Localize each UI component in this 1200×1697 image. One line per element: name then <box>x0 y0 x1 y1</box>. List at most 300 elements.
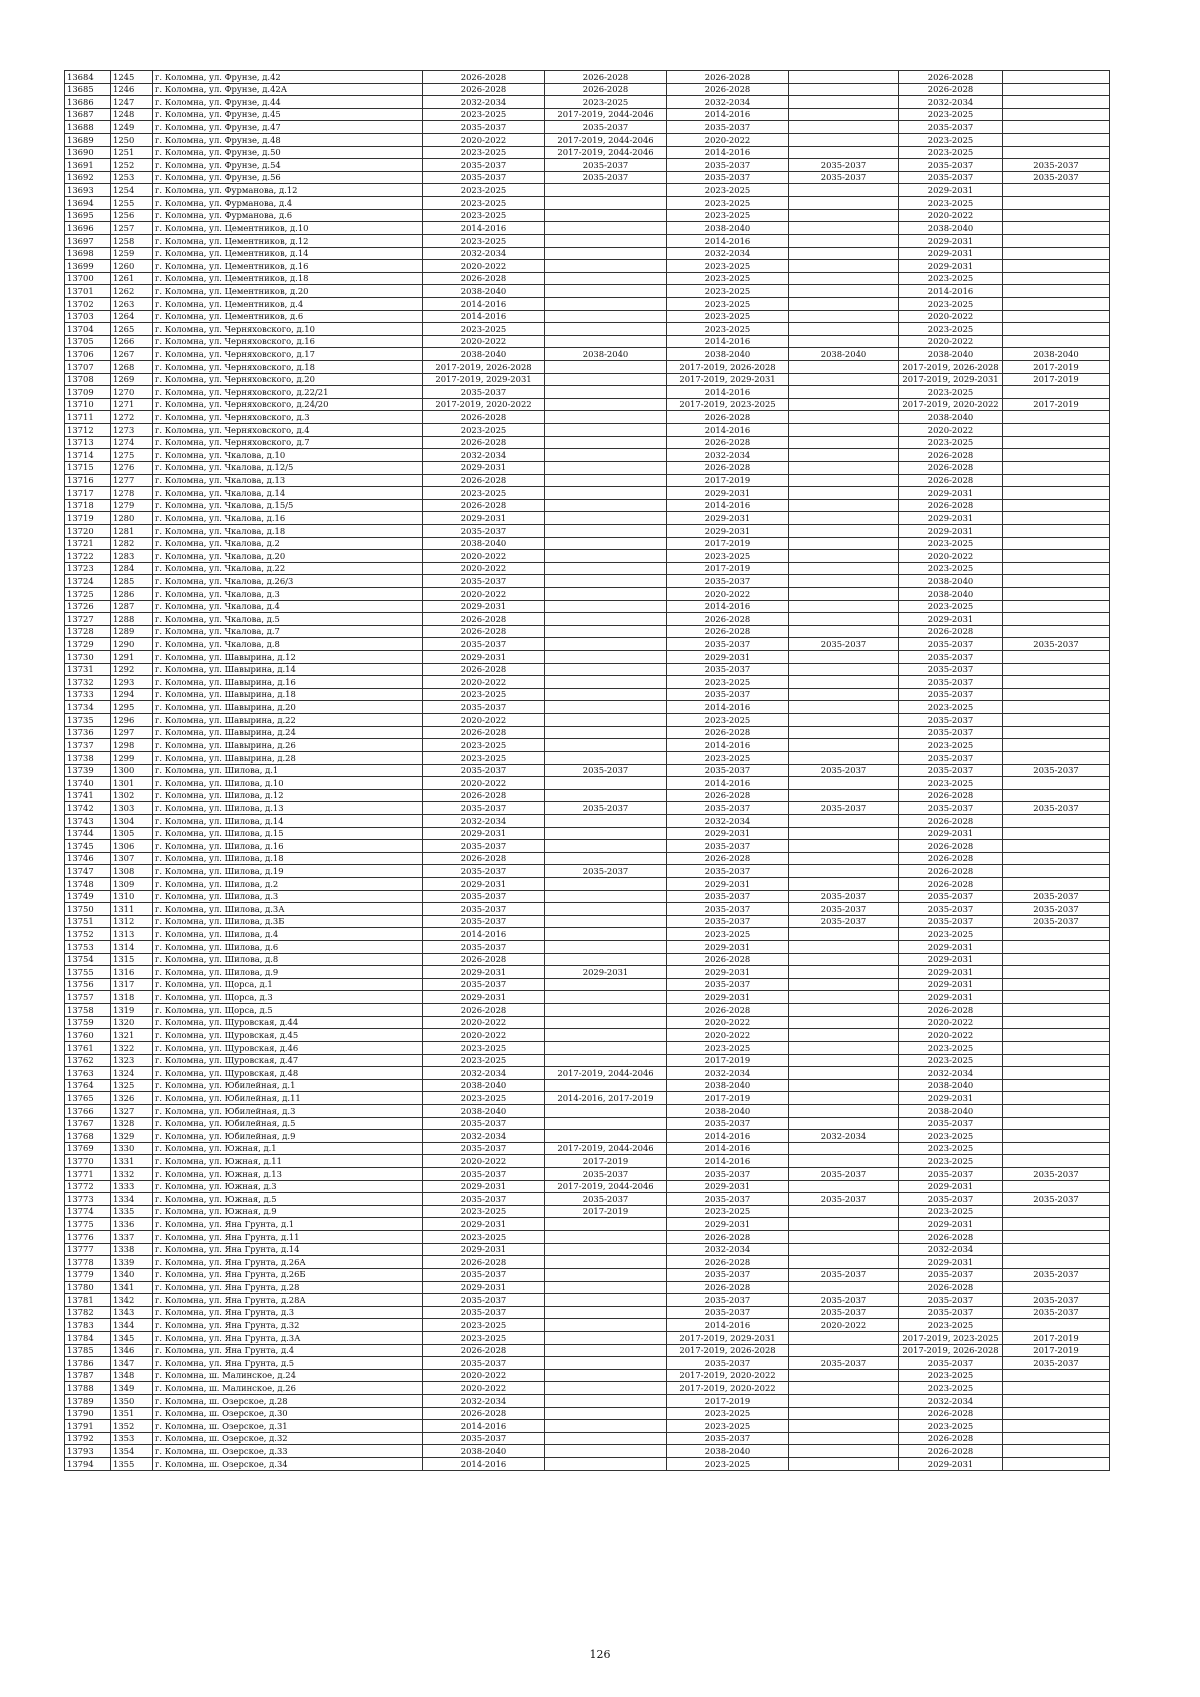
period-cell-3: 2014-2016 <box>667 600 789 613</box>
address-cell: г. Коломна, ул. Южная, д.5 <box>153 1193 423 1206</box>
period-cell-5: 2035-2037 <box>899 638 1003 651</box>
row-number-cell: 1319 <box>111 1004 153 1017</box>
period-cell-2 <box>545 424 667 437</box>
period-cell-3: 2029-2031 <box>667 1180 789 1193</box>
period-cell-1: 2035-2037 <box>423 840 545 853</box>
period-cell-3: 2038-2040 <box>667 222 789 235</box>
row-id-cell: 13731 <box>65 663 111 676</box>
period-cell-6 <box>1003 297 1110 310</box>
row-id-cell: 13684 <box>65 71 111 84</box>
period-cell-6 <box>1003 537 1110 550</box>
period-cell-2 <box>545 751 667 764</box>
period-cell-3: 2014-2016 <box>667 739 789 752</box>
table-row <box>65 424 1110 437</box>
period-cell-1: 2035-2037 <box>423 171 545 184</box>
table-row <box>65 1155 1110 1168</box>
period-cell-2 <box>545 1029 667 1042</box>
period-cell-3: 2023-2025 <box>667 297 789 310</box>
row-id-cell: 13703 <box>65 310 111 323</box>
period-cell-2 <box>545 1004 667 1017</box>
row-id-cell: 13760 <box>65 1029 111 1042</box>
period-cell-5: 2026-2028 <box>899 840 1003 853</box>
period-cell-3: 2017-2019, 2029-2031 <box>667 373 789 386</box>
period-cell-6 <box>1003 461 1110 474</box>
period-cell-3: 2014-2016 <box>667 1130 789 1143</box>
period-cell-5: 2017-2019, 2026-2028 <box>899 1344 1003 1357</box>
table-row <box>65 1319 1110 1332</box>
period-cell-4 <box>789 1016 899 1029</box>
period-cell-4 <box>789 449 899 462</box>
row-id-cell: 13715 <box>65 461 111 474</box>
period-cell-4: 2035-2037 <box>789 1357 899 1370</box>
period-cell-2 <box>545 676 667 689</box>
period-cell-1: 2023-2025 <box>423 146 545 159</box>
period-cell-4 <box>789 978 899 991</box>
period-cell-5: 2035-2037 <box>899 663 1003 676</box>
period-cell-1: 2017-2019, 2020-2022 <box>423 398 545 411</box>
period-cell-4 <box>789 1420 899 1433</box>
period-cell-1: 2035-2037 <box>423 1432 545 1445</box>
period-cell-5: 2026-2028 <box>899 1407 1003 1420</box>
period-cell-1: 2029-2031 <box>423 1281 545 1294</box>
address-cell: г. Коломна, ш. Озерское, д.31 <box>153 1420 423 1433</box>
row-id-cell: 13784 <box>65 1331 111 1344</box>
period-cell-4 <box>789 1205 899 1218</box>
address-cell: г. Коломна, ул. Шавырина, д.28 <box>153 751 423 764</box>
period-cell-3: 2026-2028 <box>667 1281 789 1294</box>
period-cell-2 <box>545 878 667 891</box>
row-id-cell: 13713 <box>65 436 111 449</box>
period-cell-5: 2026-2028 <box>899 1281 1003 1294</box>
period-cell-5: 2026-2028 <box>899 789 1003 802</box>
address-cell: г. Коломна, ул. Чкалова, д.22 <box>153 562 423 575</box>
row-id-cell: 13774 <box>65 1205 111 1218</box>
table-row <box>65 134 1110 147</box>
row-id-cell: 13700 <box>65 272 111 285</box>
period-cell-1: 2026-2028 <box>423 625 545 638</box>
period-cell-3: 2038-2040 <box>667 1445 789 1458</box>
row-number-cell: 1295 <box>111 701 153 714</box>
period-cell-4 <box>789 373 899 386</box>
period-cell-6 <box>1003 1180 1110 1193</box>
table-row <box>65 550 1110 563</box>
row-id-cell: 13768 <box>65 1130 111 1143</box>
period-cell-2 <box>545 625 667 638</box>
row-number-cell: 1294 <box>111 688 153 701</box>
row-number-cell: 1314 <box>111 941 153 954</box>
address-cell: г. Коломна, ул. Яна Грунта, д.1 <box>153 1218 423 1231</box>
row-id-cell: 13780 <box>65 1281 111 1294</box>
period-cell-2 <box>545 840 667 853</box>
period-cell-4 <box>789 361 899 374</box>
table-row <box>65 688 1110 701</box>
period-cell-4 <box>789 461 899 474</box>
table-row <box>65 1382 1110 1395</box>
period-cell-5: 2023-2025 <box>899 1130 1003 1143</box>
address-cell: г. Коломна, ул. Щуровская, д.47 <box>153 1054 423 1067</box>
period-cell-1: 2014-2016 <box>423 222 545 235</box>
period-cell-6 <box>1003 562 1110 575</box>
period-cell-5: 2029-2031 <box>899 1218 1003 1231</box>
period-cell-6 <box>1003 1231 1110 1244</box>
table-row <box>65 323 1110 336</box>
row-id-cell: 13729 <box>65 638 111 651</box>
period-cell-2 <box>545 537 667 550</box>
period-cell-2 <box>545 562 667 575</box>
row-number-cell: 1355 <box>111 1458 153 1471</box>
period-cell-6: 2017-2019 <box>1003 398 1110 411</box>
period-cell-4: 2035-2037 <box>789 1268 899 1281</box>
period-cell-3: 2032-2034 <box>667 96 789 109</box>
period-cell-4: 2035-2037 <box>789 890 899 903</box>
row-number-cell: 1254 <box>111 184 153 197</box>
period-cell-3: 2026-2028 <box>667 789 789 802</box>
table-row <box>65 108 1110 121</box>
table-row <box>65 373 1110 386</box>
row-id-cell: 13722 <box>65 550 111 563</box>
row-number-cell: 1286 <box>111 587 153 600</box>
table-row <box>65 1344 1110 1357</box>
period-cell-1: 2035-2037 <box>423 1142 545 1155</box>
period-cell-6 <box>1003 865 1110 878</box>
period-cell-6 <box>1003 96 1110 109</box>
period-cell-2 <box>545 890 667 903</box>
period-cell-1: 2023-2025 <box>423 108 545 121</box>
period-cell-6 <box>1003 751 1110 764</box>
period-cell-5: 2026-2028 <box>899 1432 1003 1445</box>
period-cell-3: 2029-2031 <box>667 966 789 979</box>
table-row <box>65 247 1110 260</box>
row-number-cell: 1318 <box>111 991 153 1004</box>
period-cell-3: 2035-2037 <box>667 575 789 588</box>
period-cell-2 <box>545 714 667 727</box>
period-cell-3: 2026-2028 <box>667 1004 789 1017</box>
period-cell-1: 2023-2025 <box>423 1205 545 1218</box>
row-number-cell: 1258 <box>111 234 153 247</box>
period-cell-4 <box>789 1004 899 1017</box>
period-cell-2 <box>545 915 667 928</box>
period-cell-5: 2035-2037 <box>899 903 1003 916</box>
period-cell-4 <box>789 1041 899 1054</box>
period-cell-3: 2017-2019 <box>667 1054 789 1067</box>
period-cell-6 <box>1003 386 1110 399</box>
row-number-cell: 1313 <box>111 928 153 941</box>
period-cell-2 <box>545 739 667 752</box>
row-id-cell: 13759 <box>65 1016 111 1029</box>
row-id-cell: 13706 <box>65 348 111 361</box>
table-row <box>65 587 1110 600</box>
period-cell-6: 2035-2037 <box>1003 1357 1110 1370</box>
period-cell-2 <box>545 335 667 348</box>
period-cell-5: 2035-2037 <box>899 171 1003 184</box>
row-number-cell: 1260 <box>111 260 153 273</box>
period-cell-5: 2035-2037 <box>899 915 1003 928</box>
period-cell-5: 2026-2028 <box>899 1004 1003 1017</box>
address-cell: г. Коломна, ул. Цементников, д.12 <box>153 234 423 247</box>
address-cell: г. Коломна, ул. Цементников, д.4 <box>153 297 423 310</box>
row-id-cell: 13772 <box>65 1180 111 1193</box>
row-id-cell: 13751 <box>65 915 111 928</box>
period-cell-3: 2017-2019, 2026-2028 <box>667 361 789 374</box>
table-row <box>65 1092 1110 1105</box>
table-row <box>65 1130 1110 1143</box>
period-cell-6 <box>1003 676 1110 689</box>
address-cell: г. Коломна, ул. Шавырина, д.20 <box>153 701 423 714</box>
period-cell-3: 2014-2016 <box>667 777 789 790</box>
period-cell-2: 2026-2028 <box>545 83 667 96</box>
period-cell-5: 2026-2028 <box>899 878 1003 891</box>
period-cell-6 <box>1003 247 1110 260</box>
address-cell: г. Коломна, ул. Шилова, д.3 <box>153 890 423 903</box>
address-cell: г. Коломна, ул. Цементников, д.20 <box>153 285 423 298</box>
period-cell-6 <box>1003 878 1110 891</box>
period-cell-3: 2026-2028 <box>667 71 789 84</box>
row-number-cell: 1327 <box>111 1104 153 1117</box>
table-row <box>65 1357 1110 1370</box>
period-cell-1: 2026-2028 <box>423 499 545 512</box>
table-row <box>65 1016 1110 1029</box>
period-cell-3: 2035-2037 <box>667 121 789 134</box>
table-row <box>65 209 1110 222</box>
period-cell-6: 2035-2037 <box>1003 1268 1110 1281</box>
table-row <box>65 726 1110 739</box>
period-cell-5: 2023-2025 <box>899 146 1003 159</box>
period-cell-3: 2035-2037 <box>667 1193 789 1206</box>
table-row <box>65 865 1110 878</box>
period-cell-4 <box>789 663 899 676</box>
period-cell-2: 2017-2019 <box>545 1205 667 1218</box>
period-cell-1: 2026-2028 <box>423 789 545 802</box>
address-cell: г. Коломна, ш. Озерское, д.30 <box>153 1407 423 1420</box>
table-row <box>65 978 1110 991</box>
period-cell-6 <box>1003 1067 1110 1080</box>
period-cell-2 <box>545 398 667 411</box>
period-cell-5: 2023-2025 <box>899 1382 1003 1395</box>
period-cell-4 <box>789 197 899 210</box>
period-cell-4 <box>789 688 899 701</box>
row-number-cell: 1291 <box>111 651 153 664</box>
row-number-cell: 1277 <box>111 474 153 487</box>
row-number-cell: 1330 <box>111 1142 153 1155</box>
period-cell-2 <box>545 663 667 676</box>
period-cell-2 <box>545 1357 667 1370</box>
period-cell-1: 2023-2025 <box>423 487 545 500</box>
period-cell-6 <box>1003 1142 1110 1155</box>
period-cell-2: 2017-2019, 2044-2046 <box>545 1067 667 1080</box>
period-cell-2 <box>545 978 667 991</box>
period-cell-2 <box>545 1382 667 1395</box>
row-number-cell: 1331 <box>111 1155 153 1168</box>
period-cell-1: 2026-2028 <box>423 726 545 739</box>
period-cell-2 <box>545 222 667 235</box>
row-number-cell: 1343 <box>111 1306 153 1319</box>
period-cell-5: 2029-2031 <box>899 613 1003 626</box>
period-cell-5: 2023-2025 <box>899 777 1003 790</box>
row-number-cell: 1265 <box>111 323 153 336</box>
period-cell-2: 2035-2037 <box>545 121 667 134</box>
period-cell-6 <box>1003 436 1110 449</box>
row-id-cell: 13696 <box>65 222 111 235</box>
period-cell-4 <box>789 840 899 853</box>
period-cell-3: 2026-2028 <box>667 83 789 96</box>
row-number-cell: 1346 <box>111 1344 153 1357</box>
period-cell-5: 2035-2037 <box>899 890 1003 903</box>
period-cell-6 <box>1003 1243 1110 1256</box>
table-row <box>65 285 1110 298</box>
period-cell-1: 2023-2025 <box>423 1231 545 1244</box>
row-number-cell: 1263 <box>111 297 153 310</box>
table-row <box>65 777 1110 790</box>
address-cell: г. Коломна, ул. Фрунзе, д.54 <box>153 159 423 172</box>
address-cell: г. Коломна, ул. Чкалова, д.16 <box>153 512 423 525</box>
period-cell-5: 2038-2040 <box>899 348 1003 361</box>
period-cell-4 <box>789 487 899 500</box>
address-cell: г. Коломна, ул. Шавырина, д.16 <box>153 676 423 689</box>
page-number: 126 <box>589 1648 611 1661</box>
row-id-cell: 13709 <box>65 386 111 399</box>
table-row <box>65 1445 1110 1458</box>
row-id-cell: 13723 <box>65 562 111 575</box>
row-id-cell: 13749 <box>65 890 111 903</box>
period-cell-2 <box>545 209 667 222</box>
period-cell-5: 2017-2019, 2020-2022 <box>899 398 1003 411</box>
period-cell-6: 2035-2037 <box>1003 764 1110 777</box>
period-cell-3: 2014-2016 <box>667 1155 789 1168</box>
period-cell-6 <box>1003 1445 1110 1458</box>
row-id-cell: 13689 <box>65 134 111 147</box>
period-cell-1: 2020-2022 <box>423 335 545 348</box>
period-cell-4 <box>789 1155 899 1168</box>
row-id-cell: 13762 <box>65 1054 111 1067</box>
table-row <box>65 461 1110 474</box>
period-cell-5: 2035-2037 <box>899 1306 1003 1319</box>
period-cell-3: 2017-2019, 2020-2022 <box>667 1382 789 1395</box>
row-number-cell: 1271 <box>111 398 153 411</box>
period-cell-1: 2038-2040 <box>423 1445 545 1458</box>
period-cell-3: 2014-2016 <box>667 335 789 348</box>
period-cell-1: 2017-2019, 2029-2031 <box>423 373 545 386</box>
period-cell-2 <box>545 1432 667 1445</box>
period-cell-2 <box>545 449 667 462</box>
period-cell-5: 2035-2037 <box>899 688 1003 701</box>
period-cell-1: 2023-2025 <box>423 197 545 210</box>
row-number-cell: 1325 <box>111 1079 153 1092</box>
period-cell-6 <box>1003 777 1110 790</box>
period-cell-1: 2038-2040 <box>423 285 545 298</box>
address-cell: г. Коломна, ул. Чкалова, д.15/5 <box>153 499 423 512</box>
row-number-cell: 1321 <box>111 1029 153 1042</box>
period-cell-1: 2029-2031 <box>423 1180 545 1193</box>
address-cell: г. Коломна, ул. Яна Грунта, д.11 <box>153 1231 423 1244</box>
period-cell-2 <box>545 991 667 1004</box>
period-cell-3: 2014-2016 <box>667 146 789 159</box>
period-cell-3: 2029-2031 <box>667 1218 789 1231</box>
period-cell-2: 2035-2037 <box>545 865 667 878</box>
period-cell-2 <box>545 1243 667 1256</box>
period-cell-5: 2023-2025 <box>899 739 1003 752</box>
period-cell-1: 2026-2028 <box>423 1256 545 1269</box>
period-cell-6: 2035-2037 <box>1003 1306 1110 1319</box>
period-cell-5: 2029-2031 <box>899 991 1003 1004</box>
period-cell-5: 2023-2025 <box>899 1041 1003 1054</box>
period-cell-4 <box>789 1369 899 1382</box>
row-number-cell: 1261 <box>111 272 153 285</box>
row-number-cell: 1300 <box>111 764 153 777</box>
period-cell-5: 2029-2031 <box>899 1092 1003 1105</box>
period-cell-6: 2035-2037 <box>1003 1294 1110 1307</box>
table-row <box>65 386 1110 399</box>
address-cell: г. Коломна, ул. Щуровская, д.45 <box>153 1029 423 1042</box>
period-cell-6 <box>1003 714 1110 727</box>
period-cell-3: 2026-2028 <box>667 852 789 865</box>
period-cell-3: 2023-2025 <box>667 197 789 210</box>
period-cell-6 <box>1003 701 1110 714</box>
period-cell-2 <box>545 487 667 500</box>
period-cell-4: 2035-2037 <box>789 1294 899 1307</box>
period-cell-4 <box>789 436 899 449</box>
row-id-cell: 13777 <box>65 1243 111 1256</box>
period-cell-6 <box>1003 134 1110 147</box>
row-number-cell: 1281 <box>111 524 153 537</box>
row-id-cell: 13710 <box>65 398 111 411</box>
period-cell-5: 2026-2028 <box>899 71 1003 84</box>
row-id-cell: 13737 <box>65 739 111 752</box>
period-cell-4 <box>789 512 899 525</box>
row-id-cell: 13725 <box>65 587 111 600</box>
address-cell: г. Коломна, ул. Шавырина, д.12 <box>153 651 423 664</box>
address-cell: г. Коломна, ул. Чкалова, д.10 <box>153 449 423 462</box>
address-cell: г. Коломна, ул. Фрунзе, д.48 <box>153 134 423 147</box>
table-row <box>65 348 1110 361</box>
period-cell-6 <box>1003 1458 1110 1471</box>
period-cell-1: 2026-2028 <box>423 411 545 424</box>
table-row <box>65 1407 1110 1420</box>
table-row <box>65 1205 1110 1218</box>
table-row <box>65 714 1110 727</box>
period-cell-3: 2035-2037 <box>667 1432 789 1445</box>
table-row <box>65 852 1110 865</box>
address-cell: г. Коломна, ул. Шилова, д.19 <box>153 865 423 878</box>
period-cell-5: 2035-2037 <box>899 802 1003 815</box>
period-cell-5: 2023-2025 <box>899 701 1003 714</box>
period-cell-1: 2029-2031 <box>423 966 545 979</box>
row-number-cell: 1308 <box>111 865 153 878</box>
period-cell-4: 2035-2037 <box>789 638 899 651</box>
period-cell-5: 2032-2034 <box>899 96 1003 109</box>
period-cell-6 <box>1003 83 1110 96</box>
period-cell-3: 2020-2022 <box>667 1029 789 1042</box>
row-number-cell: 1293 <box>111 676 153 689</box>
period-cell-4 <box>789 878 899 891</box>
row-number-cell: 1354 <box>111 1445 153 1458</box>
row-id-cell: 13691 <box>65 159 111 172</box>
period-cell-6 <box>1003 1394 1110 1407</box>
period-cell-3: 2017-2019, 2023-2025 <box>667 398 789 411</box>
period-cell-5: 2023-2025 <box>899 323 1003 336</box>
period-cell-2 <box>545 512 667 525</box>
period-cell-4 <box>789 121 899 134</box>
row-id-cell: 13697 <box>65 234 111 247</box>
address-cell: г. Коломна, ул. Шавырина, д.14 <box>153 663 423 676</box>
period-cell-1: 2026-2028 <box>423 1344 545 1357</box>
address-cell: г. Коломна, ул. Цементников, д.18 <box>153 272 423 285</box>
table-row <box>65 802 1110 815</box>
period-cell-5: 2020-2022 <box>899 335 1003 348</box>
period-cell-5: 2026-2028 <box>899 499 1003 512</box>
period-cell-4 <box>789 537 899 550</box>
period-cell-3: 2017-2019, 2026-2028 <box>667 1344 789 1357</box>
period-cell-5: 2026-2028 <box>899 461 1003 474</box>
